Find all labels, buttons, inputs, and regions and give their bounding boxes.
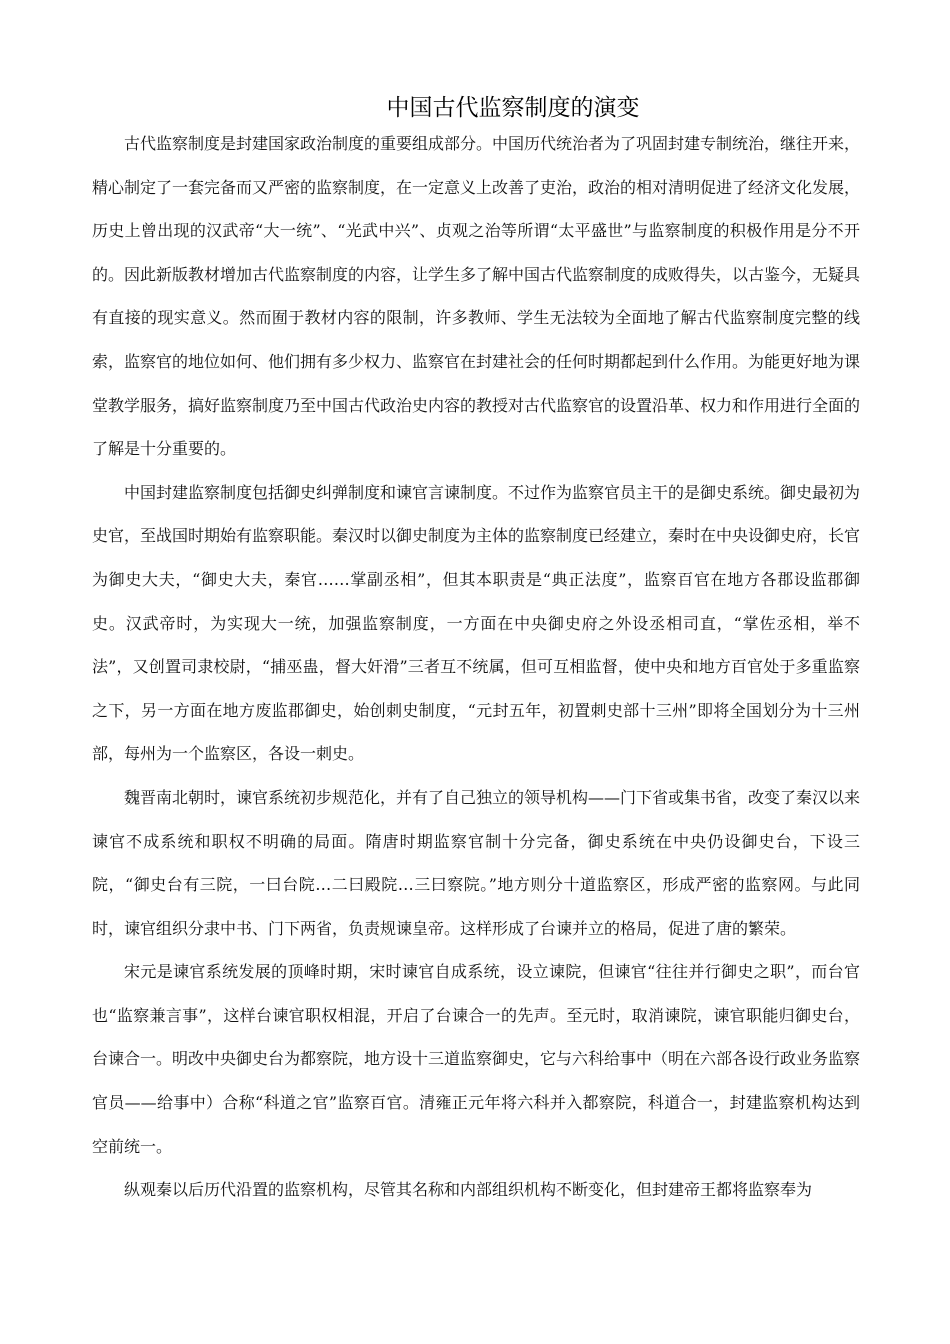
paragraph-wei-jin-sui-tang: 魏晋南北朝时，谏官系统初步规范化，并有了自己独立的领导机构——门下省或集书省，改变了秦汉以来谏官不成系统和职权不明确的局面。隋唐时期监察官制十分完备，御史系统在中央仍设御史台，下设三院，“御史台有三院，一曰台院…二曰殿院…三曰察院。”地方则分十道监察区，形成严密的监察网。与此同时，谏官组织分隶中书、门下两省，负责规谏皇帝。这样形成了台谏并立的格局，促进了唐的繁荣。	[92, 787, 861, 938]
document-body	[92, 122, 860, 1212]
paragraph-qin-han: 中国封建监察制度包括御史纠弹制度和谏官言谏制度。不过作为监察官员主干的是御史系统。御史最初为史官，至战国时期始有监察职能。秦汉时以御史制度为主体的监察制度已经建立，秦时在中央设御史府，长官为御史大夫，“御史大夫，秦官……掌副丞相”，但其本职责是“典正法度”，监察百官在地方各郡设监郡御史。汉武帝时，为实现大一统，加强监察制度，一方面在中央御史府之外设丞相司直，“掌佐丞相，举不法”，又创置司隶校尉，“捕巫蛊，督大奸滑”三者互不统属，但可互相监督，使中央和地方百官处于多重监察之下，另一方面在地方废监郡御史，始创刺史制度，“元封五年，初置刺史部十三州”即将全国划分为十三州部，每州为一个监察区，各设一刺史。	[92, 482, 861, 764]
paragraph-song-yuan-ming-qing: 宋元是谏官系统发展的顶峰时期，宋时谏官自成系统，设立谏院，但谏官“往往并行御史之职”，而台官也“监察兼言事”，这样台谏官职权相混，开启了台谏合一的先声。至元时，取消谏院，谏官职能归御史台，台谏合一。明改中央御史台为都察院，地方设十三道监察御史，它与六科给事中（明在六部各设行政业务监察官员——给事中）合称“科道之官”监察百官。清雍正元年将六科并入都察院，科道合一，封建监察机构达到空前统一。	[92, 962, 861, 1156]
paragraph-intro: 古代监察制度是封建国家政治制度的重要组成部分。中国历代统治者为了巩固封建专制统治，继往开来，精心制定了一套完备而又严密的监察制度，在一定意义上改善了吏治，政治的相对清明促进了经济文化发展，历史上曾出现的汉武帝“大一统”、“光武中兴”、贞观之治等所谓“太平盛世”与监察制度的积极作用是分不开的。因此新版教材增加古代监察制度的内容，让学生多了解中国古代监察制度的成败得失，以古鉴今，无疑具有直接的现实意义。然而囿于教材内容的限制，许多教师、学生无法较为全面地了解古代监察制度完整的线索，监察官的地位如何、他们拥有多少权力、监察官在封建社会的任何时期都起到什么作用。为能更好地为课堂教学服务，搞好监察制度乃至中国古代政治史内容的教授对古代监察官的设置沿革、权力和作用进行全面的了解是十分重要的。	[92, 134, 861, 459]
document-title: 中国古代监察制度的演变	[386, 95, 640, 121]
paragraph-overview: 纵观秦以后历代沿置的监察机构，尽管其名称和内部组织机构不断变化，但封建帝王都将监察奉为	[124, 1180, 813, 1200]
